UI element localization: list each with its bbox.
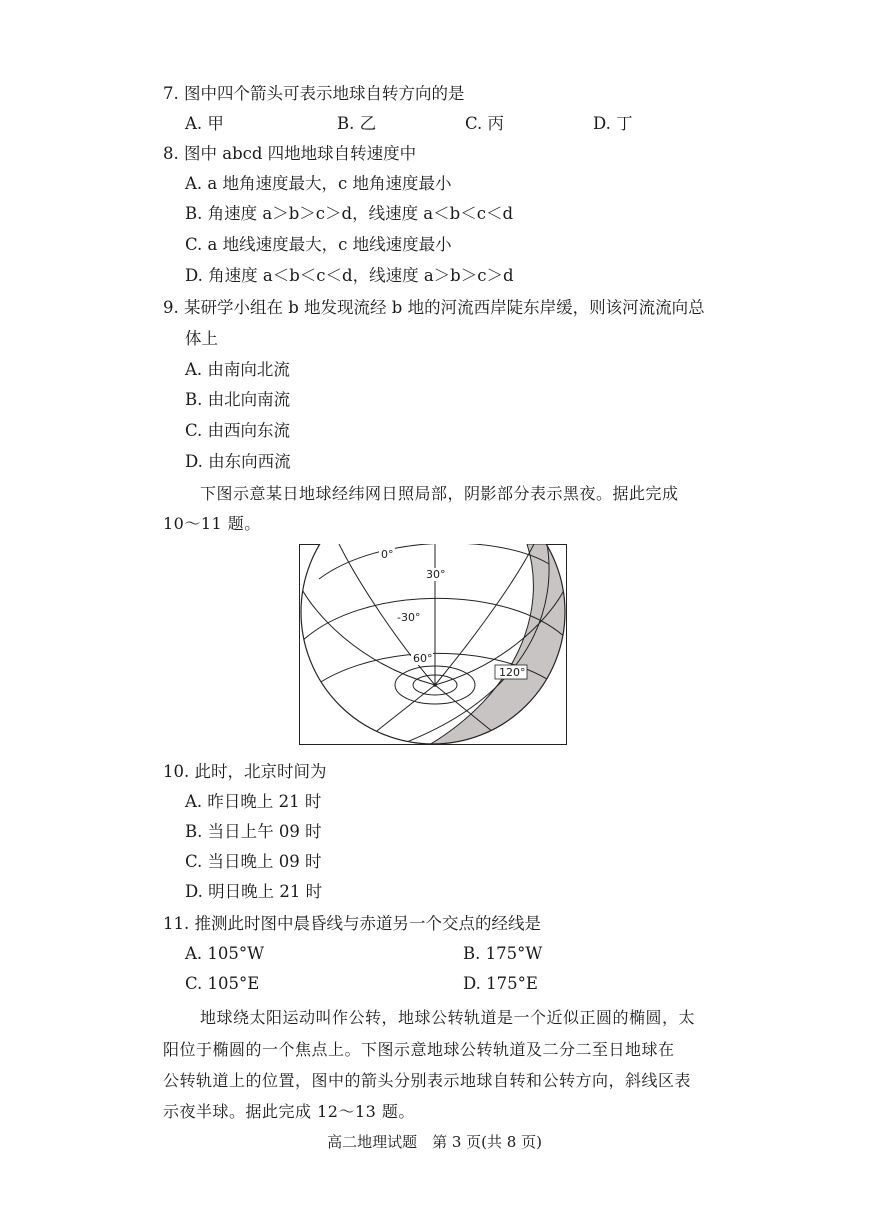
q8-option-d: D. 角速度 a＜b＜c＜d，线速度 a＞b＞c＞d [185, 266, 514, 285]
q7-option-a: A. 甲 [185, 114, 224, 133]
label-lat-30: 30° [426, 568, 446, 581]
q8-option-c: C. a 地线速度最大，c 地线速度最小 [185, 235, 452, 254]
intro-10-11-line2: 10～11 题。 [163, 514, 261, 533]
q11-stem: 11. 推测此时图中晨昏线与赤道另一个交点的经线是 [163, 914, 541, 933]
q8-option-b: B. 角速度 a＞b＞c＞d，线速度 a＜b＜c＜d [185, 204, 514, 223]
q9-option-a: A. 由南向北流 [185, 360, 290, 379]
q7-option-c: C. 丙 [465, 114, 505, 133]
q11-option-b: B. 175°W [463, 944, 543, 963]
intro-12-13-line4: 示夜半球。据此完成 12～13 题。 [163, 1102, 415, 1121]
q10-option-c: C. 当日晚上 09 时 [185, 852, 322, 871]
intro-10-11-line1: 下图示意某日地球经纬网日照局部，阴影部分表示黑夜。据此完成 [200, 484, 679, 503]
q10-option-b: B. 当日上午 09 时 [185, 822, 322, 841]
q10-stem: 10. 此时，北京时间为 [163, 762, 327, 781]
north-pole-point [433, 683, 437, 687]
q10-option-d: D. 明日晚上 21 时 [185, 882, 323, 901]
q9-option-d: D. 由东向西流 [185, 452, 291, 471]
q7-option-b: B. 乙 [337, 114, 377, 133]
q10-option-a: A. 昨日晚上 21 时 [185, 792, 322, 811]
q11-option-d: D. 175°E [463, 974, 538, 993]
intro-12-13-line1: 地球绕太阳运动叫作公转，地球公转轨道是一个近似正圆的椭圆，太 [200, 1008, 696, 1027]
intro-12-13-line3: 公转轨道上的位置，图中的箭头分别表示地球自转和公转方向，斜线区表 [163, 1071, 692, 1090]
q9-option-b: B. 由北向南流 [185, 390, 291, 409]
q11-option-c: C. 105°E [185, 974, 260, 993]
q9-stem-line2: 体上 [185, 329, 218, 348]
label-lon-120: 120° [499, 666, 526, 679]
page-footer: 高二地理试题 第 3 页(共 8 页) [327, 1133, 542, 1151]
label-lat-60: 60° [413, 652, 433, 665]
graticule-sunlight-figure [299, 544, 567, 745]
q9-option-c: C. 由西向东流 [185, 421, 291, 440]
q7-option-d: D. 丁 [593, 114, 633, 133]
label-lat-minus30: -30° [397, 611, 421, 624]
intro-12-13-line2: 阳位于椭圆的一个焦点上。下图示意地球公转轨道及二分二至日地球在 [163, 1040, 675, 1059]
q9-stem-line1: 9. 某研学小组在 b 地发现流经 b 地的河流西岸陡东岸缓，则该河流流向总 [163, 298, 705, 317]
q11-option-a: A. 105°W [185, 944, 265, 963]
q8-option-a: A. a 地角速度最大，c 地角速度最小 [185, 174, 452, 193]
label-lon-0: 0° [381, 548, 394, 561]
q8-stem: 8. 图中 abcd 四地地球自转速度中 [163, 144, 417, 163]
q7-stem: 7. 图中四个箭头可表示地球自转方向的是 [163, 84, 465, 103]
